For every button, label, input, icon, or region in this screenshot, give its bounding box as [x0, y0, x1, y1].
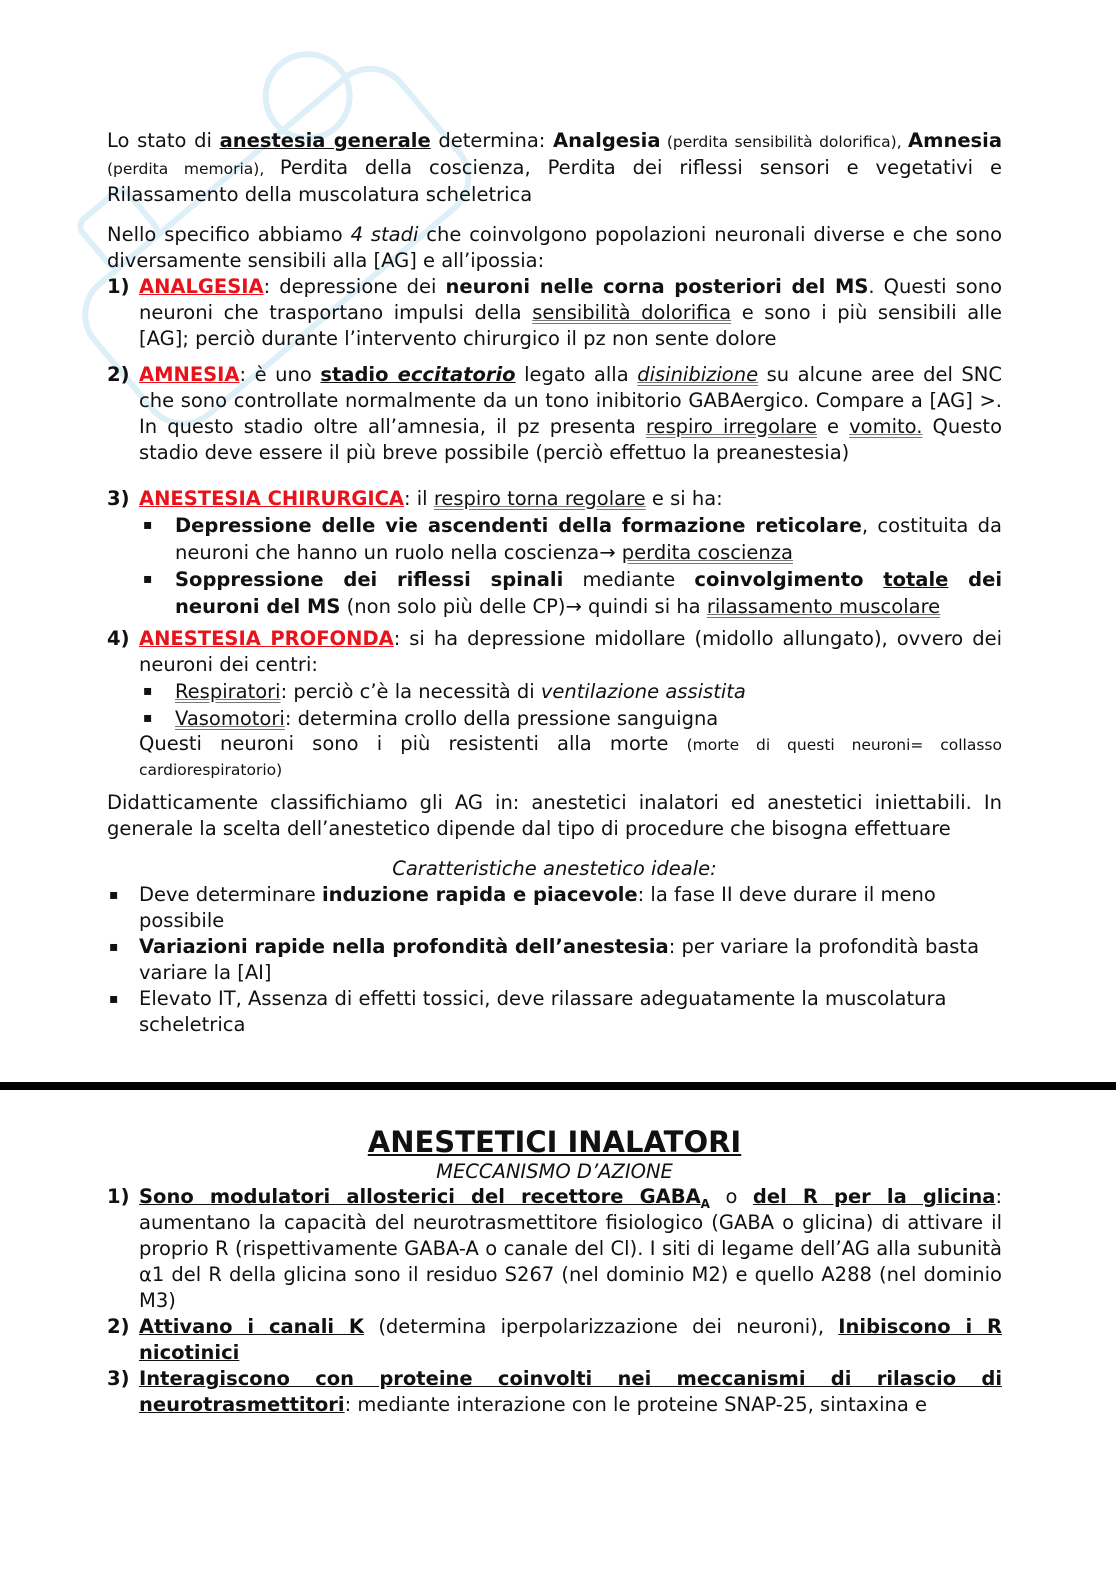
- stage-4-bullets: [143, 678, 1002, 732]
- section-title: ANESTETICI INALATORI: [367, 1125, 742, 1159]
- list-item: ▪ Elevato IT, Assenza di effetti tossici, deve rilassare adeguatamente la muscolatura scheletrica: [109, 987, 947, 1036]
- bullet-icon: ▪: [143, 710, 153, 726]
- intro-paragraph: Lo stato di anestesia generale determina: Analgesia (perdita sensibilità dolorifica), Amnesia (perdita memoria), Perdita della coscienza, Perdita dei riflessi sensori e vegetativi e Rilassamento della muscolatura scheletrica: [107, 129, 1002, 206]
- stage-title: ANESTESIA CHIRURGICA: [139, 487, 404, 510]
- arrow-right-icon: →: [599, 541, 622, 564]
- bullet-icon: ▪: [109, 939, 119, 955]
- stage-title: ANALGESIA: [139, 275, 264, 298]
- list-item: ▪ Depressione delle vie ascendenti della formazione reticolare, costituita da neuroni che hanno un ruolo nella coscienza→ perdita coscienza: [143, 514, 1002, 564]
- list-item: ▪ Variazioni rapide nella profondità dell’anestesia: per variare la profondità basta variare la [AI]: [109, 935, 980, 984]
- stage-2: 2) AMNESIA: è uno stadio eccitatorio legato alla disinibizione su alcune aree del SNC che sono controllate normalmente da un tono inibitorio GABAergico. Compare a [AG] >. In questo stadio oltre all’amnesia, il pz presenta respiro irregolare e vomito. Questo stadio deve essere il più breve possibile (perciò effettuo la preanestesia): [107, 363, 1002, 464]
- bullet-icon: ▪: [109, 991, 119, 1007]
- didactic-paragraph: Didatticamente classifichiamo gli AG in: anestetici inalatori ed anestetici iniettabili. In generale la scelta dell’anestetico dipende dal tipo di procedure che bisogna effettuare: [107, 791, 1002, 840]
- list-item: ▪ Deve determinare induzione rapida e piacevole: la fase II deve durare il meno possibile: [109, 883, 936, 932]
- bullet-icon: ▪: [143, 571, 153, 587]
- ideal-title: Caratteristiche anestetico ideale:: [392, 857, 717, 880]
- page-divider: [0, 1082, 1116, 1090]
- bullet-icon: ▪: [143, 683, 153, 699]
- section-subtitle: MECCANISMO D’AZIONE: [436, 1160, 673, 1183]
- stage-title: AMNESIA: [139, 363, 240, 386]
- bullet-icon: ▪: [143, 517, 153, 533]
- list-item: ▪ Vasomotori: determina crollo della pressione sanguigna: [143, 707, 719, 730]
- stage-1: 1) ANALGESIA: depressione dei neuroni nelle corna posteriori del MS. Questi sono neuroni che trasportano impulsi della sensibilità dolorifica e sono i più sensibili alle [AG]; perciò durante l’intervento chirurgico il pz non sente dolore: [107, 275, 1002, 350]
- stage-title: ANESTESIA PROFONDA: [139, 627, 394, 650]
- mechanism-3: 3) Interagiscono con proteine coinvolti nei meccanismi di rilascio di neurotrasmettitori: mediante interazione con le proteine SNAP-25, sintaxina e: [107, 1367, 1002, 1416]
- arrow-right-icon: →: [565, 595, 582, 618]
- stages-intro: Nello specifico abbiamo 4 stadi che coinvolgono popolazioni neuronali diverse e che sono diversamente sensibili alla [AG] e all’ipossia:: [107, 223, 1002, 272]
- list-item: ▪ Respiratori: perciò c’è la necessità di ventilazione assistita: [143, 680, 746, 703]
- document-body: [107, 128, 1002, 1038]
- list-item: ▪ Soppressione dei riflessi spinali mediante coinvolgimento totale dei neuroni del MS (non solo più delle CP)→ quindi si ha rilassamento muscolare: [143, 568, 1003, 618]
- section-anestetici-inalatori: [107, 1124, 1002, 1418]
- mechanism-1: 1) Sono modulatori allosterici del recettore $GABA_A$ o del R per la glicina: aumentano la capacità del neurotrasmettitore fisiologico (GABA o glicina) di attivare il proprio R (rispettivamente GABA-A o canale del Cl). I siti di legame dell’AG alla subunità α1 del R della glicina sono il residuo S267 (nel dominio M2) e quello A288 (nel dominio M3): [107, 1185, 1003, 1312]
- bullet-icon: ▪: [109, 887, 119, 903]
- mechanism-2: 2) Attivano i canali K (determina iperpolarizzazione dei neuroni), Inibiscono i R nicotinici: [107, 1315, 1003, 1364]
- stage-3-bullets: [143, 512, 1003, 620]
- term-anestesia-generale: anestesia generale: [219, 129, 431, 152]
- stage-4-note: Questi neuroni sono i più resistenti alla morte (morte di questi neuroni= collasso cardiorespiratorio): [139, 732, 1002, 779]
- stage-4: 4) ANESTESIA PROFONDA: si ha depressione midollare (midollo allungato), ovvero dei neuroni dei centri:: [107, 627, 1002, 676]
- stage-3: 3) ANESTESIA CHIRURGICA: il respiro torna regolare e si ha:: [107, 487, 723, 510]
